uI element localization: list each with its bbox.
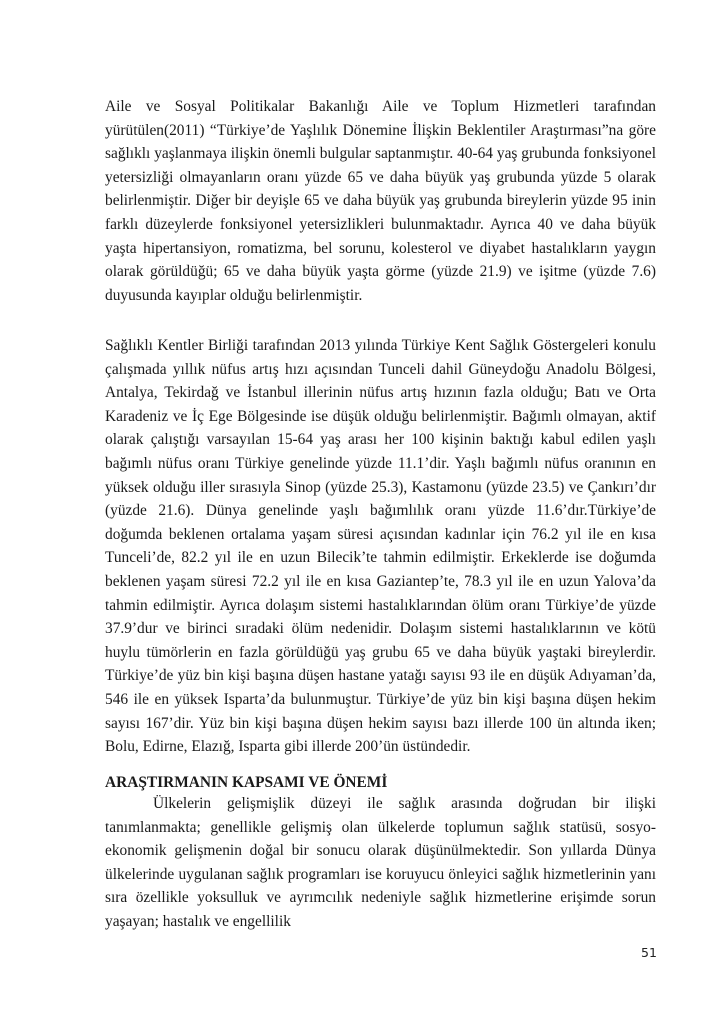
paragraph-aging-survey: Aile ve Sosyal Politikalar Bakanlığı Aile ve Toplum Hizmetleri tarafından yürütülen(2011) “Türkiye’de Yaşlılık Dönemine İlişkin Beklentiler Araştırması”na göre sağlıklı yaşlanmaya ilişkin önemli bulgular saptanmıştır. 40-64 yaş grubunda fonksiyonel yetersizliği olmayanların oranı yüzde 65 ve daha büyük yaş grubunda yüzde 5 olarak belirlenmiştir. Diğer bir deyişle 65 ve daha büyük yaş grubunda bireylerin yüzde 95 inin farklı düzeylerde fonksiyonel yetersizlikleri bulunmaktadır. Ayrıca 40 ve daha büyük yaşta hipertansiyon, romatizma, bel sorunu, kolesterol ve diyabet hastalıkların yaygın olarak görüldüğü; 65 ve daha büyük yaşta görme (yüzde 21.9) ve işitme (yüzde 7.6) duyusunda kayıplar olduğu belirlenmiştir.: [105, 98, 656, 304]
section-heading: ARAŞTIRMANIN KAPSAMI VE ÖNEMİ: [105, 774, 388, 791]
page-number: 51: [641, 945, 657, 960]
paragraph-scope: Ülkelerin gelişmişlik düzeyi ile sağlık arasında doğrudan bir ilişki tanımlanmakta; genellikle gelişmiş olan ülkelerde toplumun sağlık statüsü, sosyo-ekonomik gelişmenin doğal bir sonucu olarak düşünülmektedir. Son yıllarda Dünya ülkelerinde uygulanan sağlık programları ise koruyucu önleyici sağlık hizmetlerinin yanı sıra özellikle yoksulluk ve ayrımcılık nedeniyle sağlık hizmetlerine erişimde sorun yaşayan; hastalık ve engellilik: [105, 795, 656, 930]
paragraph-healthy-cities: Sağlıklı Kentler Birliği tarafından 2013 yılında Türkiye Kent Sağlık Göstergeleri konulu çalışmada yıllık nüfus artış hızı açısından Tunceli dahil Güneydoğu Anadolu Bölgesi, Antalya, Tekirdağ ve İstanbul illerinin nüfus artış hızının fazla olduğu; Batı ve Orta Karadeniz ve İç Ege Bölgesinde ise düşük olduğu belirlenmiştir. Bağımlı olmayan, aktif olarak çalıştığı varsayılan 15-64 yaş arası her 100 kişinin baktığı kabul edilen yaşlı bağımlı nüfus oranı Türkiye genelinde yüzde 11.1’dir. Yaşlı bağımlı nüfus oranının en yüksek olduğu iller sırasıyla Sinop (yüzde 25.3), Kastamonu (yüzde 23.5) ve Çankırı’dır (yüzde 21.6). Dünya genelinde yaşlı bağımlılık oranı yüzde 11.6’dır.Türkiye’de doğumda beklenen ortalama yaşam süresi açısından kadınlar için 76.2 yıl ile en kısa Tunceli’de, 82.2 yıl ile en uzun Bilecik’te tahmin edilmiştir. Erkeklerde ise doğumda beklenen yaşam süresi 72.2 yıl ile en kısa Gaziantep’te, 78.3 yıl ile en uzun Yalova’da tahmin edilmiştir. Ayrıca dolaşım sistemi hastalıklarından ölüm oranı Türkiye’de yüzde 37.9’dur ve birinci sıradaki ölüm nedenidir. Dolaşım sistemi hastalıklarının ve kötü huylu tümörlerin en fazla görüldüğü yaş grubu 65 ve daha büyük yaştaki bireylerdir. Türkiye’de yüz bin kişi başına düşen hastane yatağı sayısı 93 ile en düşük Adıyaman’da, 546 ile en yüksek Isparta’da bulunmuştur. Türkiye’de yüz bin kişi başına düşen hekim sayısı 167’dir. Yüz bin kişi başına düşen hekim sayısı bazı illerde 100 ün altında iken; Bolu, Edirne, Elazığ, Isparta gibi illerde 200’ün üstündedir.: [105, 337, 656, 756]
